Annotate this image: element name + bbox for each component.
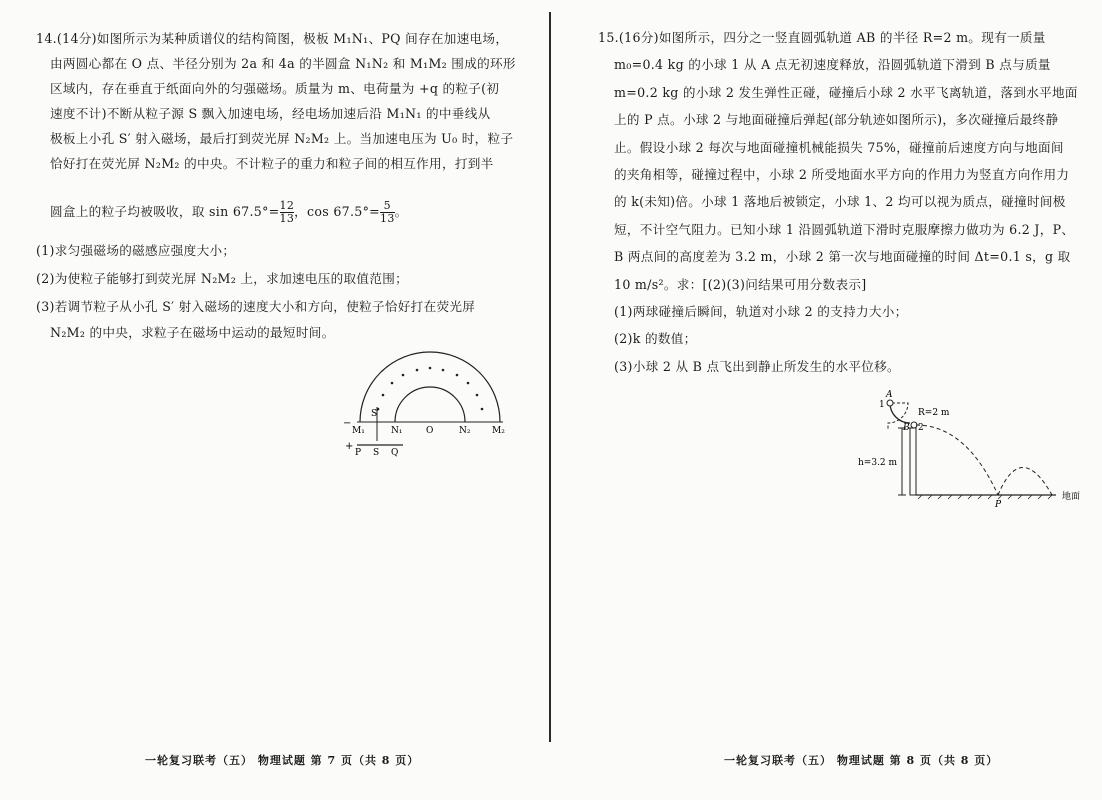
- q14-line: 由两圆心都在 O 点、半径分别为 2a 和 4a 的半圆盒 N₁N₂ 和 M₁M₂ 围成的环形: [50, 56, 516, 71]
- label-m2: M₂: [492, 426, 505, 436]
- label-ball-2: 2: [918, 423, 924, 433]
- q15-line: 10 m/s²。求：[(2)(3)问结果可用分数表示]: [614, 276, 867, 292]
- q14-sub3-l2: N₂M₂ 的中央，求粒子在磁场中运动的最短时间。: [50, 325, 335, 340]
- support-pillar: [910, 428, 916, 495]
- label-minus: −: [343, 418, 352, 429]
- q15-stem: [598, 24, 1078, 380]
- label-r: R=2 m: [918, 408, 950, 418]
- label-m1: M₁: [352, 426, 365, 436]
- q14-stem: [36, 26, 516, 176]
- q15-line: 的夹角相等，碰撞过程中，小球 2 所受地面水平方向的作用力为竖直方向作用力: [614, 167, 1070, 183]
- label-n1: N₁: [391, 426, 403, 436]
- q14-line: 14.(14分)如图所示为某种质谱仪的结构简图，极板 M₁N₁、PQ 间存在加速电场，: [36, 31, 509, 46]
- ball-1: [887, 400, 893, 406]
- q15-line: m₀=0.4 kg 的小球 1 从 A 点无初速度释放，沿圆弧轨道下滑到 B 点与质量: [614, 57, 1051, 73]
- q14-line: 速度不计)不断从粒子源 S 飘入加速电场，经电场加速后沿 M₁N₁ 的中垂线从: [50, 106, 491, 121]
- page-8: [556, 0, 1102, 800]
- page-7: [0, 0, 550, 800]
- q15-sub1: (1)两球碰撞后瞬间，轨道对小球 2 的支持力大小；: [614, 304, 908, 320]
- cos-fraction: $\frac{5}{13}$: [380, 199, 395, 225]
- q15-line: 短，不计空气阻力。已知小球 1 沿圆弧轨道下滑时克服摩擦力做功为 6.2 J，P、: [614, 221, 1075, 237]
- magnetic-field-dots: [377, 367, 484, 411]
- q14-line: 恰好打在荧光屏 N₂M₂ 的中央。不计粒子的重力和粒子间的相互作用，打到半: [50, 156, 494, 171]
- q14-sub3-l1: (3)若调节粒子从小孔 S′ 射入磁场的速度大小和方向，使粒子恰好打在荧光屏: [36, 299, 476, 314]
- label-ball-1: 1: [879, 400, 885, 410]
- projectile-figure: [856, 385, 1096, 515]
- q15-sub3: (3)小球 2 从 B 点飞出到静止所发生的水平位移。: [614, 358, 900, 374]
- q15-line: 上的 P 点。小球 2 与地面碰撞后弹起(部分轨迹如图所示)，多次碰撞后最终静: [614, 112, 1059, 128]
- label-sprime: S′: [371, 409, 380, 419]
- q15-sub2: (2)k 的数值；: [614, 331, 697, 347]
- arc-track-solid: [890, 403, 910, 423]
- trajectory-1: [916, 425, 998, 495]
- q15-line: B 两点间的高度差为 3.2 m，小球 2 第一次与地面碰撞的时间 Δt=0.1 s，g 取: [614, 249, 1071, 265]
- q14-line: 极板上小孔 S′ 射入磁场，最后打到荧光屏 N₂M₂ 上。当加速电压为 U₀ 时，粒子: [50, 131, 514, 146]
- label-b: B: [903, 423, 910, 433]
- footer-page-8: 一轮复习联考（五） 物理试题 第 8 页（共 8 页）: [724, 754, 999, 767]
- q14-line: 区域内，存在垂直于纸面向外的匀强磁场。质量为 m、电荷量为 +q 的粒子(初: [50, 81, 500, 96]
- label-p: P: [995, 500, 1002, 510]
- label-ground: 地面: [1062, 492, 1081, 502]
- q15-line: 的 k(未知)倍。小球 1 落地后被锁定，小球 1、2 均可以视为质点，碰撞时间极: [614, 194, 1066, 210]
- trajectory-2: [998, 468, 1052, 496]
- mass-spectrometer-figure: [335, 345, 515, 460]
- q14-sin-line: 圆盒上的粒子均被吸收，取 sin 67.5°= $\frac{12}{13}$ ，cos 67.5°= $\frac{5}{13}$ 。: [50, 199, 408, 225]
- inner-semicircle: [395, 387, 465, 422]
- label-p: P: [355, 448, 362, 458]
- q14-sub1: (1)求匀强磁场的磁感应强度大小；: [36, 243, 236, 258]
- label-plus: +: [345, 441, 354, 452]
- q15-line: 15.(16分)如图所示，四分之一竖直圆弧轨道 AB 的半径 R=2 m。现有一质量: [598, 30, 1046, 45]
- footer-page-7: 一轮复习联考（五） 物理试题 第 7 页（共 8 页）: [145, 754, 420, 767]
- label-n2: N₂: [459, 426, 471, 436]
- label-q: Q: [391, 448, 399, 458]
- label-h: h=3.2 m: [858, 458, 898, 468]
- label-s: S: [373, 448, 380, 458]
- q15-line: m=0.2 kg 的小球 2 发生弹性正碰，碰撞后小球 2 水平飞离轨道，落到水平地面: [614, 84, 1078, 100]
- label-a: A: [886, 390, 893, 400]
- sin-fraction: $\frac{12}{13}$: [279, 199, 295, 225]
- label-o: O: [426, 426, 434, 436]
- q14-sub2: (2)为使粒子能够打到荧光屏 N₂M₂ 上，求加速电压的取值范围；: [36, 271, 409, 286]
- q15-line: 止。假设小球 2 每次与地面碰撞机械能损失 75%，碰撞前后速度方向与地面间: [614, 139, 1064, 155]
